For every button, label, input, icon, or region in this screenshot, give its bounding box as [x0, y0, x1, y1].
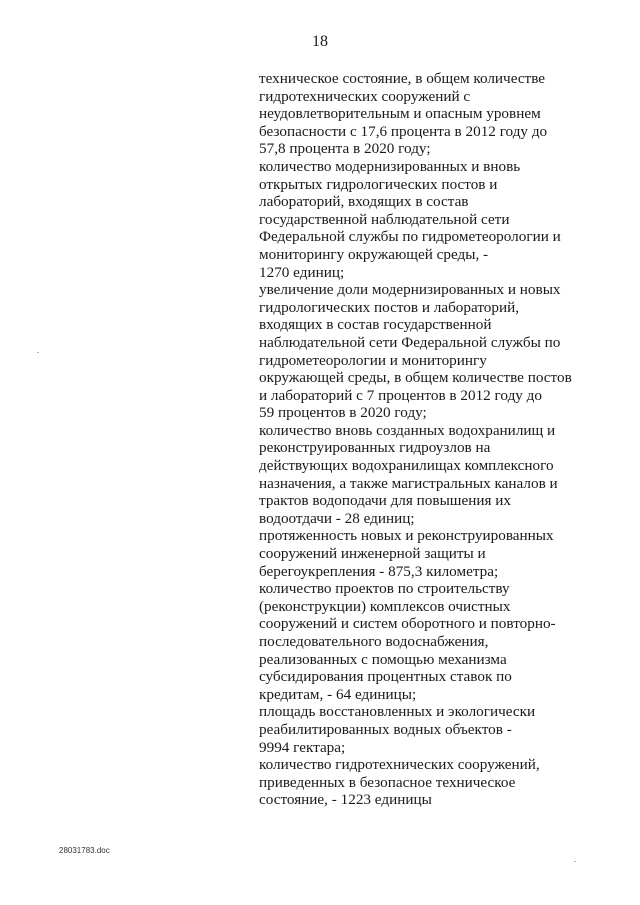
page-number: 18: [312, 33, 328, 50]
text-line: неудовлетворительным и опасным уровнем: [259, 105, 541, 123]
text-line: наблюдательной сети Федеральной службы по: [259, 333, 561, 351]
text-line: количество проектов по строительству: [259, 580, 510, 598]
scan-speck: [574, 861, 576, 862]
text-line: гидротехнических сооружений с: [259, 87, 471, 105]
scan-speck: [37, 352, 39, 353]
body-text: [259, 70, 589, 809]
text-line: мониторингу окружающей среды, -: [259, 245, 489, 263]
text-line: реабилитированных водных объектов -: [259, 720, 512, 738]
text-line: 1270 единиц;: [259, 263, 345, 281]
text-line: берегоукрепления - 875,3 километра;: [259, 562, 499, 580]
text-line: лабораторий, входящих в состав: [259, 193, 469, 211]
text-line: реализованных с помощью механизма: [259, 650, 507, 668]
text-line: реконструированных гидроузлов на: [259, 439, 491, 457]
text-line: сооружений инженерной защиты и: [259, 545, 486, 563]
text-line: состояние, - 1223 единицы: [259, 791, 432, 809]
text-line: 57,8 процента в 2020 году;: [259, 140, 431, 158]
text-line: количество вновь созданных водохранилищ и: [259, 421, 556, 439]
text-line: 59 процентов в 2020 году;: [259, 404, 427, 422]
text-line: последовательного водоснабжения,: [259, 633, 489, 650]
text-line: количество модернизированных и вновь: [259, 157, 521, 175]
text-line: сооружений и систем оборотного и повторно-: [259, 615, 556, 633]
text-line: государственной наблюдательной сети: [259, 210, 510, 228]
text-line: водоотдачи - 28 единиц;: [259, 509, 415, 527]
text-line: безопасности с 17,6 процента в 2012 году до: [259, 122, 548, 140]
text-line: площадь восстановленных и экологически: [259, 703, 536, 721]
text-line: 9994 гектара;: [259, 738, 346, 756]
text-line: количество гидротехнических сооружений,: [259, 756, 540, 774]
text-line: гидрометеорологии и мониторингу: [259, 351, 487, 369]
text-line: кредитам, - 64 единицы;: [259, 685, 417, 703]
text-line: техническое состояние, в общем количестве: [259, 70, 546, 87]
text-line: входящих в состав государственной: [259, 316, 492, 334]
text-line: Федеральной службы по гидрометеорологии и: [259, 228, 561, 246]
text-line: субсидирования процентных ставок по: [259, 668, 512, 686]
text-line: назначения, а также магистральных каналов и: [259, 474, 558, 492]
footer-filename: 28031783.doc: [59, 846, 110, 855]
text-line: действующих водохранилищах комплексного: [259, 457, 554, 475]
text-line: открытых гидрологических постов и: [259, 175, 498, 193]
text-line: трактов водоподачи для повышения их: [259, 492, 511, 510]
text-line: окружающей среды, в общем количестве постов: [259, 369, 572, 387]
text-line: (реконструкции) комплексов очистных: [259, 597, 511, 615]
text-line: и лабораторий с 7 процентов в 2012 году до: [259, 386, 543, 404]
text-line: протяженность новых и реконструированных: [259, 527, 554, 545]
text-line: увеличение доли модернизированных и новых: [259, 281, 561, 299]
text-line: гидрологических постов и лабораторий,: [259, 298, 520, 316]
text-line: приведенных в безопасное техническое: [259, 773, 516, 791]
